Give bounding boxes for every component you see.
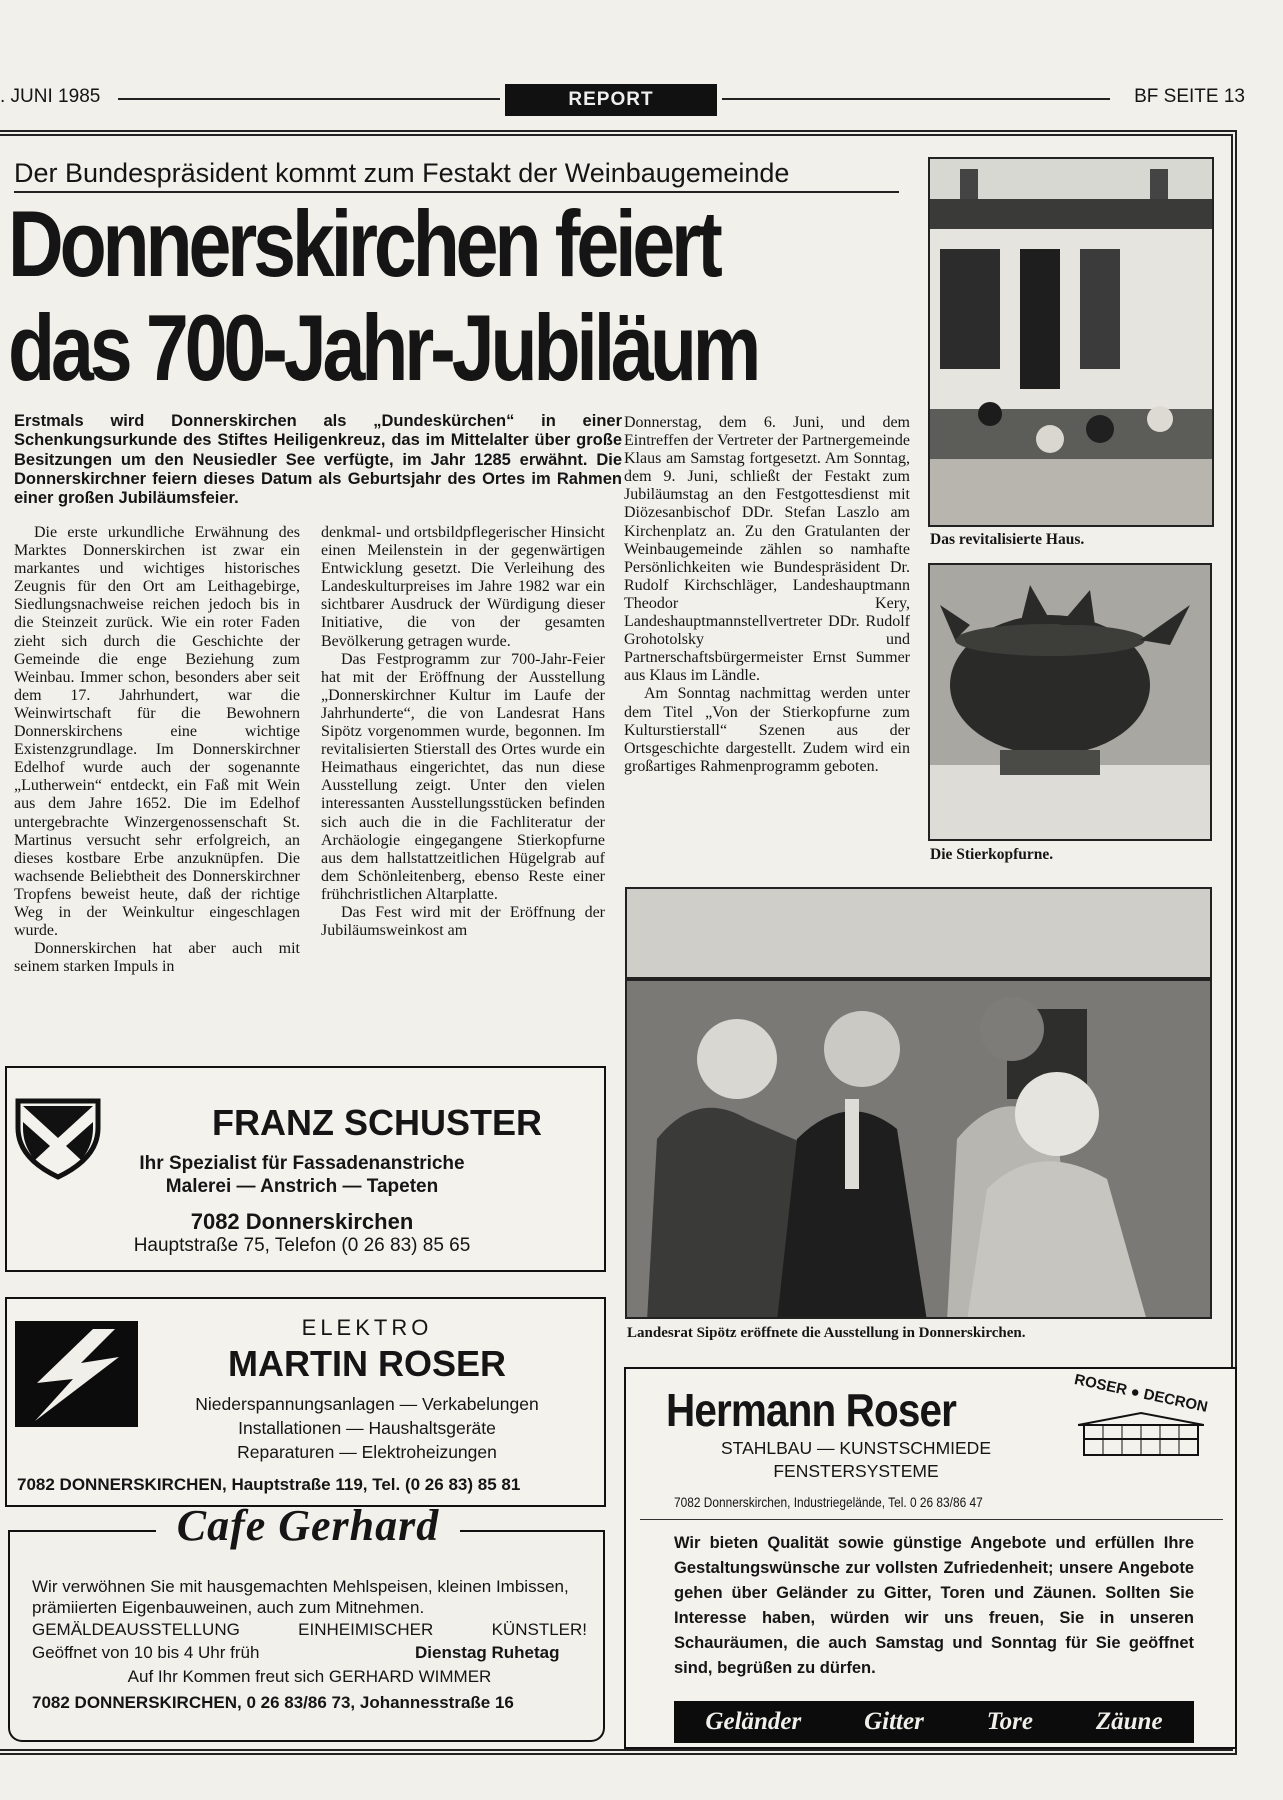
ad-elektro-address: 7082 DONNERSKIRCHEN, Hauptstraße 119, Tel. (0 26 83) 85 81 [17,1475,521,1494]
ad-cafe-name: Cafe Gerhard [176,1501,440,1550]
lightning-bolt-icon [15,1321,138,1427]
product-gitter: Gitter [864,1708,924,1735]
ad-hermann-name: Hermann Roser [666,1384,957,1436]
ad-hermann-line1: STAHLBAU — KUNSTSCHMIEDE [721,1438,991,1458]
article-column-1 [14,524,300,976]
people-caption: Landesrat Sipötz eröffnete die Ausstellung in Donnerskirchen. [627,1325,1026,1341]
paragraph: denkmal- und ortsbildpflegerischer Hinsicht einen Meilenstein in der gegenwärtigen Entwicklung gesetzt. Die Verleihung des Landeskulturpreises im Jahre 1982 war ein sichtbarer Ausdruck der Würdigung dieser Initiative, die von der gesamten Bevölkerung getragen wurde. [321,524,605,650]
header-rule-left [118,98,500,100]
paragraph: Das Festprogramm zur 700-Jahr-Feier hat mit der Eröffnung der Ausstellung „Donnerskirchner Kultur im Laufe der Jahrhunderte“, die von Landesrat Hans Sipötz vorgenommen wurde, begonnen. Im revitalisierten Stierstall des Ortes wurde ein Heimathaus eingerichtet, das nun diese Ausstellung zeigt. Unter den vielen interessanten Ausstellungsstücken befinden sich auch die in die Fachliteratur der Archäologie eingegangene Stierkopfurne aus dem hallstattzeitlichen Hügelgrab auf dem Schönleitenberg, ebenso Reste einer frühchristlichen Altarplatte. [321,650,605,903]
house-caption: Das revitalisierte Haus. [930,531,1085,548]
ad-hermann-line2: FENSTERSYSTEME [773,1461,939,1481]
issue-date: . JUNI 1985 [0,86,101,107]
ad-cafe-line1: Wir verwöhnen Sie mit hausgemachten Mehlspeisen, kleinen Imbissen, prämiierten Eigenbauweinen, auch zum Mitnehmen. [32,1577,569,1617]
house-photo-image [930,159,1214,527]
article-column-2 [321,524,605,940]
article-column-3 [624,414,910,776]
ad-cafe-rest-day: Dienstag Ruhetag [415,1643,560,1662]
ad-cafe-address: 7082 DONNERSKIRCHEN, 0 26 83/86 73, Johannesstraße 16 [32,1693,514,1712]
article-kicker: Der Bundespräsident kommt zum Festakt der Weinbaugemeinde [14,158,899,193]
ad-hermann-body: Wir bieten Qualität sowie günstige Angebote und erfüllen Ihre Gestaltungswünsche zur vollsten Zufriedenheit; unsere Angebote gehen über Geländer zu Gitter, Toren und Zäunen. Sollten Sie Interesse haben, würden wir uns freuen, Sie in unseren Schauräumen, die auch Samstag und Sonntag für Sie geöffnet sind, begrüßen zu dürfen. [674,1534,1194,1677]
paragraph: Die erste urkundliche Erwähnung des Marktes Donnerskirchen ist zwar ein markantes und wichtiges historisches Zeugnis für den Ort am Leithagebirge, Siedlungsnachweise reichen jedoch bis in die Steinzeit zurück. Wie ein roter Faden zieht sich durch die Geschichte der Gemeinde die enge Beziehung zum Weinbau. Immer schon, besonders aber seit dem 17. Jahrhundert, war die Weinwirtschaft für die Bewohnern Donnerskirchens eine wichtige Existenzgrundlage. Im Donnerskirchner Edelhof wurde auch der sogenannte „Lutherwein“ entdeckt, ein Faß mit Wein aus dem Jahre 1652. Die im Edelhof untergebrachte Winzergenossenschaft St. Martinus versucht sehr erfolgreich, an dieses kostbare Erbe anzuknüpfen. Die wachsende Beliebtheit des Donnerskirchner Tropfens beweist heute, daß der richtige Weg in der Weinkultur eingeschlagen wurde. [14,524,300,940]
ad-schuster-address: Hauptstraße 75, Telefon (0 26 83) 85 65 [133,1235,471,1256]
headline-line-2: das 700-Jahr-Jubiläum [8,295,758,400]
ad-elektro-line1: Niederspannungsanlagen — Verkabelungen [195,1394,539,1414]
paragraph: Am Sonntag nachmittag werden unter dem Titel „Von der Stierkopfurne zum Kulturstierstall“ Szenen aus der Ortsgeschichte dargestellt. Zudem wird ein großartiges Rahmenprogramm geboten. [624,685,910,775]
section-label: REPORT [505,84,717,116]
ad-hermann-product-bar [674,1701,1194,1743]
product-zaeune: Zäune [1095,1708,1163,1735]
gate-icon [1078,1411,1204,1457]
ad-hermann-address: 7082 Donnerskirchen, Industriegelände, Tel. 0 26 83/86 47 [674,1494,983,1510]
roser-decron-logo [1066,1371,1216,1461]
ad-cafe-gerhard [8,1501,605,1742]
ad-cafe-rule-left [8,1530,156,1532]
ad-cafe-hours: Geöffnet von 10 bis 4 Uhr früh [32,1643,260,1662]
page-number: BF SEITE 13 [1134,86,1245,107]
ad-elektro-name: MARTIN ROSER [228,1343,506,1384]
ad-elektro-category: ELEKTRO [301,1315,433,1340]
ad-hermann-divider [640,1519,1223,1520]
ad-franz-schuster [5,1066,606,1272]
header-rule-right [722,98,1110,100]
ad-martin-roser [5,1297,606,1507]
people-photo-image [627,889,1212,1319]
urn-caption: Die Stierkopfurne. [930,846,1054,863]
ad-schuster-tagline: Ihr Spezialist für Fassadenanstriche [139,1153,465,1174]
ad-cafe-exhibition: GEMÄLDEAUSSTELLUNG EINHEIMISCHER KÜNSTLER! [32,1620,587,1639]
ad-hermann-roser [624,1367,1237,1749]
house-photo [928,157,1214,527]
people-photo [625,887,1212,1319]
ad-elektro-line3: Reparaturen — Elektroheizungen [237,1442,497,1462]
ad-schuster-town: 7082 Donnerskirchen [190,1209,414,1234]
paragraph: Donnerskirchen hat aber auch mit seinem starken Impuls in [14,940,300,976]
paragraph: Donnerstag, dem 6. Juni, und dem Eintreffen der Vertreter der Partnergemeinde Klaus am Samstag fortgesetzt. Am Sonntag, dem 9. Juni, schließt der Festakt zum Jubiläumstag an den Festgottesdienst mit Diözesanbischof DDr. Stefan Laszlo am Kirchenplatz an. Zu den Gratulanten der Weinbaugemeinde zählen so namhafte Persönlichkeiten wie Bundespräsident Dr. Rudolf Kirchschläger, Landeshauptmann Theodor Kery, Landeshauptmannstellvertreter DDr. Rudolf Grohotolsky und Partnerschaftsbürgermeister Ernst Summer aus Klaus im Ländle. [624,414,910,685]
product-tore: Tore [986,1708,1033,1735]
ad-schuster-services: Malerei — Anstrich — Tapeten [165,1176,439,1197]
ad-schuster-name: FRANZ SCHUSTER [212,1102,542,1143]
ad-elektro-line2: Installationen — Haushaltsgeräte [238,1418,496,1438]
article-lead: Erstmals wird Donnerskirchen als „Dundeskürchen“ in einer Schenkungsurkunde des Stiftes Heiligenkreuz, das im Mittelalter über große Besitzungen um den Neusiedler See verfügte, im Jahr 1285 erwähnt. Die Donnerskirchner feiern dieses Datum als Geburtsjahr des Ortes im Rahmen einer großen Jubiläumsfeier. [14,412,622,508]
product-gelaender: Geländer [705,1708,802,1735]
ad-cafe-rule-right [460,1530,605,1532]
headline-line-1: Donnerskirchen feiert [8,191,719,296]
ad-cafe-welcome: Auf Ihr Kommen freut sich GERHARD WIMMER [127,1667,492,1686]
paragraph: Das Fest wird mit der Eröffnung der Jubiläumsweinkost am [321,903,605,940]
roser-decron-label: ROSER ● DECRON [1072,1371,1210,1416]
urn-photo [928,563,1212,841]
lightning-logo [15,1321,138,1427]
urn-photo-image [930,565,1212,841]
